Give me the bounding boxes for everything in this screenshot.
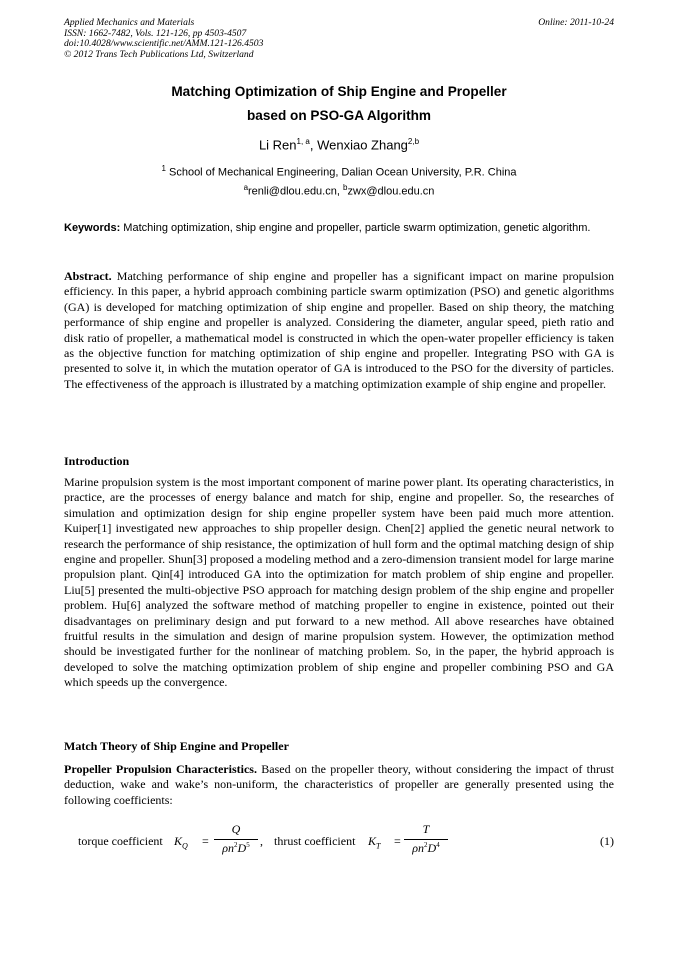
kq-fraction-bar bbox=[214, 839, 258, 840]
email-separator: , bbox=[336, 185, 343, 198]
keywords-label: Keywords: bbox=[64, 222, 121, 234]
propeller-characteristics-subheading: Propeller Propulsion Characteristics. bbox=[64, 762, 257, 776]
journal-name: Applied Mechanics and Materials bbox=[64, 17, 195, 28]
paper-title-line2: based on PSO-GA Algorithm bbox=[246, 108, 432, 123]
kt-den-d: D bbox=[427, 841, 437, 855]
kq-equals: = bbox=[202, 834, 209, 848]
author-1: Li Ren bbox=[258, 137, 297, 153]
kt-denominator bbox=[404, 841, 448, 856]
equation-comma: , bbox=[260, 834, 263, 848]
kq-symbol bbox=[174, 834, 188, 850]
keywords bbox=[64, 221, 614, 235]
author-2-marker: 2,b bbox=[407, 137, 420, 146]
copyright-line: © 2012 Trans Tech Publications Ltd, Switzerland bbox=[64, 48, 254, 60]
kq-den-exp-n: 2 bbox=[234, 841, 238, 849]
kt-numerator: T bbox=[422, 822, 430, 836]
kq-den-exp-d: 5 bbox=[246, 841, 250, 849]
kq-numerator: Q bbox=[231, 822, 241, 836]
kt-den-exp-d: 4 bbox=[436, 841, 440, 849]
kq-den-rho-n: ρn bbox=[222, 841, 235, 855]
author-1-marker: 1, a bbox=[296, 137, 310, 146]
paper-title-line1: Matching Optimization of Ship Engine and Propeller bbox=[171, 84, 507, 99]
email-a-marker: a bbox=[243, 183, 249, 192]
affiliation-text: School of Mechanical Engineering, Dalian Ocean University, P.R. China bbox=[165, 166, 517, 179]
author-list bbox=[64, 137, 614, 152]
issn-line: ISSN: 1662-7482, Vols. 121-126, pp 4503-4507 bbox=[64, 27, 247, 39]
kt-letter: K bbox=[368, 834, 377, 848]
equation-number: (1) bbox=[600, 834, 614, 848]
equation-1 bbox=[64, 822, 614, 864]
email-b-marker: b bbox=[342, 183, 348, 192]
author-separator: , bbox=[309, 137, 318, 153]
match-theory-heading: Match Theory of Ship Engine and Propeller bbox=[64, 739, 289, 753]
torque-label: torque coefficient bbox=[78, 834, 163, 848]
email-a: renli@dlou.edu.cn bbox=[248, 185, 337, 198]
kt-den-exp-n: 2 bbox=[424, 841, 428, 849]
kt-subscript: T bbox=[376, 841, 381, 851]
kt-symbol bbox=[368, 834, 380, 850]
kq-subscript: Q bbox=[182, 841, 188, 851]
affiliation bbox=[64, 164, 614, 179]
journal-header bbox=[64, 18, 263, 60]
abstract-text: Matching performance of ship engine and propeller has a significant impact on marine propulsion efficiency. In this paper, a hybrid approach combining particle swarm optimization (PSO) and genetic algorithms (GA) is developed for matching optimization of ship engine and propeller. Based on ship theory, the matching performance of ship engine and propeller is analyzed. Considering the diameter, angular speed, pieth ratio and disk ratio of propeller, a mathematical model is constructed in which the open-water propeller efficiency is taken as the objective function for matching optimization of ship engine and propeller. Integrating PSO with GA is presented to solve it, in which the mutation operator of GA is introduced to the PSO for the diversity of particles. The effectiveness of the approach is illustrated by a matching optimization example of ship engine and propeller. bbox=[64, 269, 614, 391]
propeller-characteristics-paragraph bbox=[64, 762, 614, 808]
online-date: Online: 2011-10-24 bbox=[538, 17, 614, 28]
abstract bbox=[64, 269, 614, 392]
kt-equals: = bbox=[394, 834, 401, 848]
kq-denominator bbox=[214, 841, 258, 856]
thrust-label: thrust coefficient bbox=[274, 834, 356, 848]
introduction-heading: Introduction bbox=[64, 454, 130, 468]
kq-den-d: D bbox=[237, 841, 247, 855]
email-line bbox=[64, 183, 614, 198]
keywords-text: Matching optimization, ship engine and propeller, particle swarm optimization, genetic algorithm. bbox=[120, 222, 591, 234]
doi-line: doi:10.4028/www.scientific.net/AMM.121-126.4503 bbox=[64, 38, 264, 50]
affiliation-marker: 1 bbox=[161, 164, 166, 173]
kt-den-rho-n: ρn bbox=[412, 841, 425, 855]
kq-letter: K bbox=[174, 834, 183, 848]
propeller-characteristics-text: Based on the propeller theory, without considering the impact of thrust deduction, wake and wake’s non-uniform, the characteristics of propeller are generally presented using the following coefficients: bbox=[64, 762, 614, 807]
email-b: zwx@dlou.edu.cn bbox=[347, 185, 435, 198]
kq-fraction bbox=[214, 822, 258, 856]
kt-fraction bbox=[404, 822, 448, 856]
introduction-text: Marine propulsion system is the most important component of marine power plant. Its operating characteristics, in practice, are the processes of energy balance and match for ship, engine and propeller. So, the researches of simulation and optimization design for ship engine propeller system have been paid much more attention. Kuiper[1] investigated new approaches to ship propeller design. Chen[2] applied the genetic neural network to research the performance of ship resistance, the optimization of hull form and the optimal matching design of ship engine and propeller. Shun[3] proposed a modeling method and a zero-dimension transient model for large marine propulsion plant. Qin[4] introduced GA into the optimization for match problem of ship engine and propeller. Liu[5] presented the multi-objective PSO approach for matching design problem of the ship engine and propeller problem. Hu[6] analyzed the software method of matching propeller to engine in existence, pointed out their disadvantages on preliminary design and put forward to a new method. All above researches have obtained fruitful results in the simulation and design of marine propulsion system. However, the optimization method should be investigated further for the nonlinear of matching problem. So, in the paper, the hybrid approach is developed to solve the matching optimization problem of ship engine and propeller combining PSO and GA which speeds up the convergence. bbox=[64, 475, 614, 690]
abstract-label: Abstract. bbox=[64, 269, 112, 283]
author-2: Wenxiao Zhang bbox=[317, 137, 408, 153]
kt-fraction-bar bbox=[404, 839, 448, 840]
